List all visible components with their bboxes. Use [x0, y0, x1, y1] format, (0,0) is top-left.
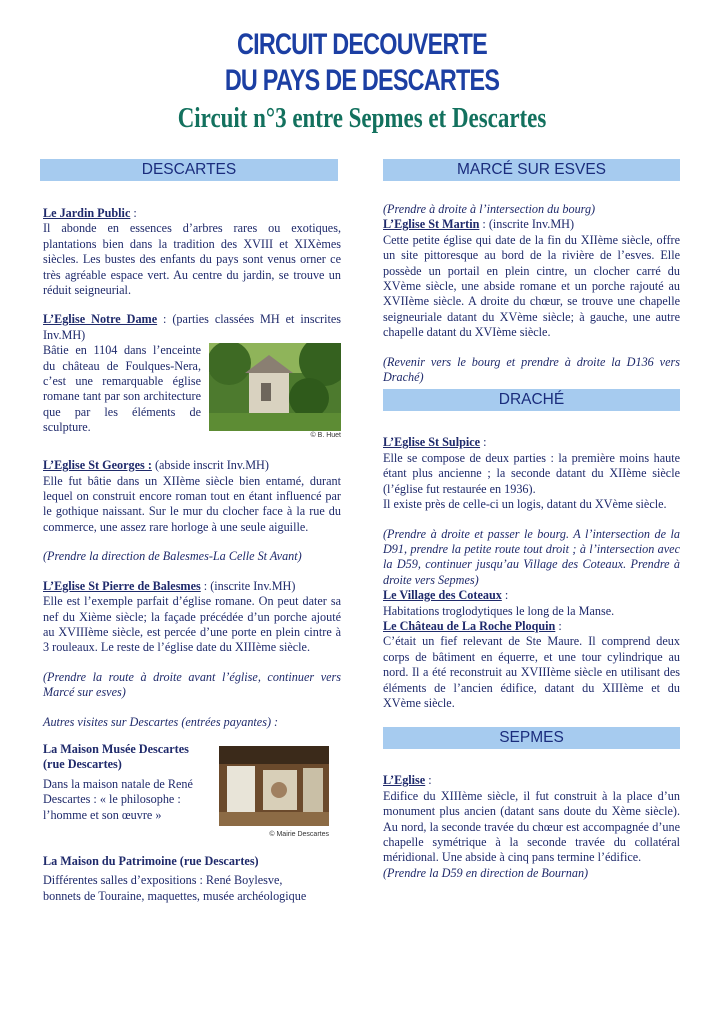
st-martin-suffix: : (inscrite Inv.MH): [479, 217, 575, 232]
sepmes-eglise-section: [383, 773, 680, 881]
ploquin-suffix: :: [555, 618, 562, 633]
maison-musee-credit: © Mairie Descartes: [269, 831, 329, 839]
maison-musee-photo: [219, 746, 329, 839]
title-line-2: DU PAYS DE DESCARTES: [224, 64, 500, 97]
st-georges-section: [43, 458, 341, 535]
notre-dame-credit: © B. Huet: [310, 432, 341, 440]
route-marce: (Prendre la route à droite avant l’église, continuer vers Marcé sur esves): [43, 669, 341, 700]
notre-dame-photo: [209, 343, 341, 440]
jardin-section: Le Jardin Public : Il abonde en essences d’arbres rares ou exotiques, plantations bien dans la tradition des XVIII et XIXèmes siècles. Les bustes des enfants du pays sont venus orner ce très agréable espace vert. Au centre du jardin, se trouve un réduit seigneurial.: [43, 206, 341, 298]
section-header-marce: MARCÉ SUR ESVES: [383, 159, 680, 181]
direction-bournan: (Prendre la D59 en direction de Bournan): [383, 865, 589, 880]
coteaux-suffix: :: [501, 588, 509, 603]
sepmes-eglise-suffix: :: [425, 773, 432, 788]
right-column: [383, 159, 680, 881]
maison-musee-section: [43, 742, 341, 852]
title-line-1: CIRCUIT DECOUVERTE: [237, 28, 487, 61]
autres-visites: Autres visites sur Descartes (entrées payantes) :: [43, 714, 279, 729]
st-sulpice-text-2: Il existe près de celle-ci un logis, datant du XVème siècle.: [383, 497, 667, 512]
st-martin-section: [383, 217, 680, 340]
section-header-sepmes: SEPMES: [383, 727, 680, 749]
ploquin-title: Le Château de La Roche Ploquin: [383, 618, 556, 633]
jardin-text: Il abonde en essences d’arbres rares ou exotiques, plantations bien dans la tradition des XVIII et XIXèmes siècles. Les bustes des enfants du pays sont venus orner ce très agréable espace vert. Au centre du jardin, se trouve un réduit seigneurial.: [43, 221, 341, 298]
left-column: [43, 159, 341, 904]
intersection-note: (Prendre à droite à l’intersection du bourg): [383, 202, 596, 216]
subtitle: Circuit n°3 entre Sepmes et Descartes: [177, 103, 547, 134]
st-martin-title: L’Eglise St Martin: [383, 217, 480, 232]
st-georges-text: Elle fut bâtie dans un XIIème siècle bien entamé, durant lequel on construit encore roman tout en étant influencé par le gothique naissant. Sur le mur du clocher face à la rue du commerce, une assez rare horloge à une seule aiguille.: [43, 473, 341, 534]
passer-bourg-note: (Prendre à droite et passer le bourg. A l’intersection de la D91, prendre la petite route tout droit ; à l’intersection avec la D59, continuer jusqu’au Village des Coteaux. Prendre à droite vers Sepmes): [383, 526, 680, 587]
direction-balesmes: (Prendre la direction de Balesmes-La Celle St Avant): [43, 549, 302, 564]
section-header-drache: DRACHÉ: [383, 389, 680, 411]
maison-musee-text: Dans la maison natale de René Descartes : « le philosophe : l’homme et son œuvre »: [43, 776, 193, 822]
notre-dame-title: L’Eglise Notre Dame: [43, 312, 158, 327]
st-sulpice-title: L’Eglise St Sulpice: [383, 435, 481, 450]
sepmes-eglise-text: Edifice du XIIIème siècle, il fut construit à la place d’un monument plus ancien (datant sans doute du Xème siècle). Au nord, la seconde travée du chœur est accompagnée d’une chapelle symétrique à la seconde travée du collatéral méridional. Une abside à cinq pans termine l’édifice.: [383, 788, 680, 865]
st-georges-suffix: (abside inscrit Inv.MH): [151, 458, 269, 473]
st-georges-title: L’Eglise St Georges :: [43, 458, 152, 473]
patrimoine-text: Différentes salles d’expositions : René Boylesve, bonnets de Touraine, maquettes, musée archéologique: [43, 873, 307, 903]
notre-dame-suffix: : (parties classées MH et inscrites Inv.MH): [43, 312, 341, 342]
jardin-title: Le Jardin Public: [43, 206, 131, 220]
st-sulpice-suffix: :: [480, 435, 487, 450]
st-martin-text: Cette petite église qui date de la fin du XIIème siècle, offre un site pittoresque au bord de la rivière de l’esves. Elle possède un portail en plein cintre, un clocher carré du XVème siècle, une abside romane et un porche rajouté au XVIIème siècle. A droite du chœur, se trouve une chapelle seigneuriale datant du XVème siècle; à gauche, une autre chapelle datant du XVIème siècle.: [383, 232, 680, 340]
st-sulpice-section: [383, 435, 680, 512]
st-pierre-text: Elle est l’exemple parfait d’église romane. On peut dater sa nef du Xième siècle; la façade précédée d’un porche ajouté au XVIIIème siècle, est percée d’une porte en plein cintre à 3 rouleaux. Le reste de l’église date du XIIIème siècle.: [43, 594, 341, 655]
patrimoine-title: La Maison du Patrimoine (rue Descartes): [43, 853, 259, 868]
coteaux-title: Le Village des Coteaux: [383, 588, 502, 603]
revenir-note: (Revenir vers le bourg et prendre à droite la D136 vers Draché): [383, 354, 680, 385]
coteaux-section: [383, 588, 680, 711]
ploquin-text: C’était un fief relevant de Ste Maure. Il comprend deux corps de bâtiment en équerre, et une tour cylindrique au nord. Il a été reconstruit au XVIIIème siècle en utilisant des éléments de l’ancien édifice, datant du XIIIème et du XVème siècle.: [383, 634, 680, 710]
st-pierre-title: L’Eglise St Pierre de Balesmes: [43, 578, 201, 593]
notre-dame-heading: [43, 312, 341, 343]
sepmes-eglise-title: L’Eglise: [383, 773, 426, 788]
notre-dame-text: Bâtie en 1104 dans l’enceinte du château de Foulques-Nera, c’est une remarquable église romane tant par son architecture que par les éléments de sculpture.: [43, 343, 201, 435]
maison-musee-title: La Maison Musée Descartes (rue Descartes): [43, 741, 189, 772]
st-pierre-section: [43, 579, 341, 656]
st-sulpice-text-1: Elle se compose de deux parties : la première moins haute étant plus ancienne ; la seconde datant du XIIème siècle (l’église fut restaurée en 1936).: [383, 450, 680, 496]
st-pierre-suffix: : (inscrite Inv.MH): [200, 578, 296, 593]
section-header-descartes: DESCARTES: [40, 159, 338, 181]
coteaux-text: Habitations troglodytiques le long de la Manse.: [383, 603, 615, 618]
